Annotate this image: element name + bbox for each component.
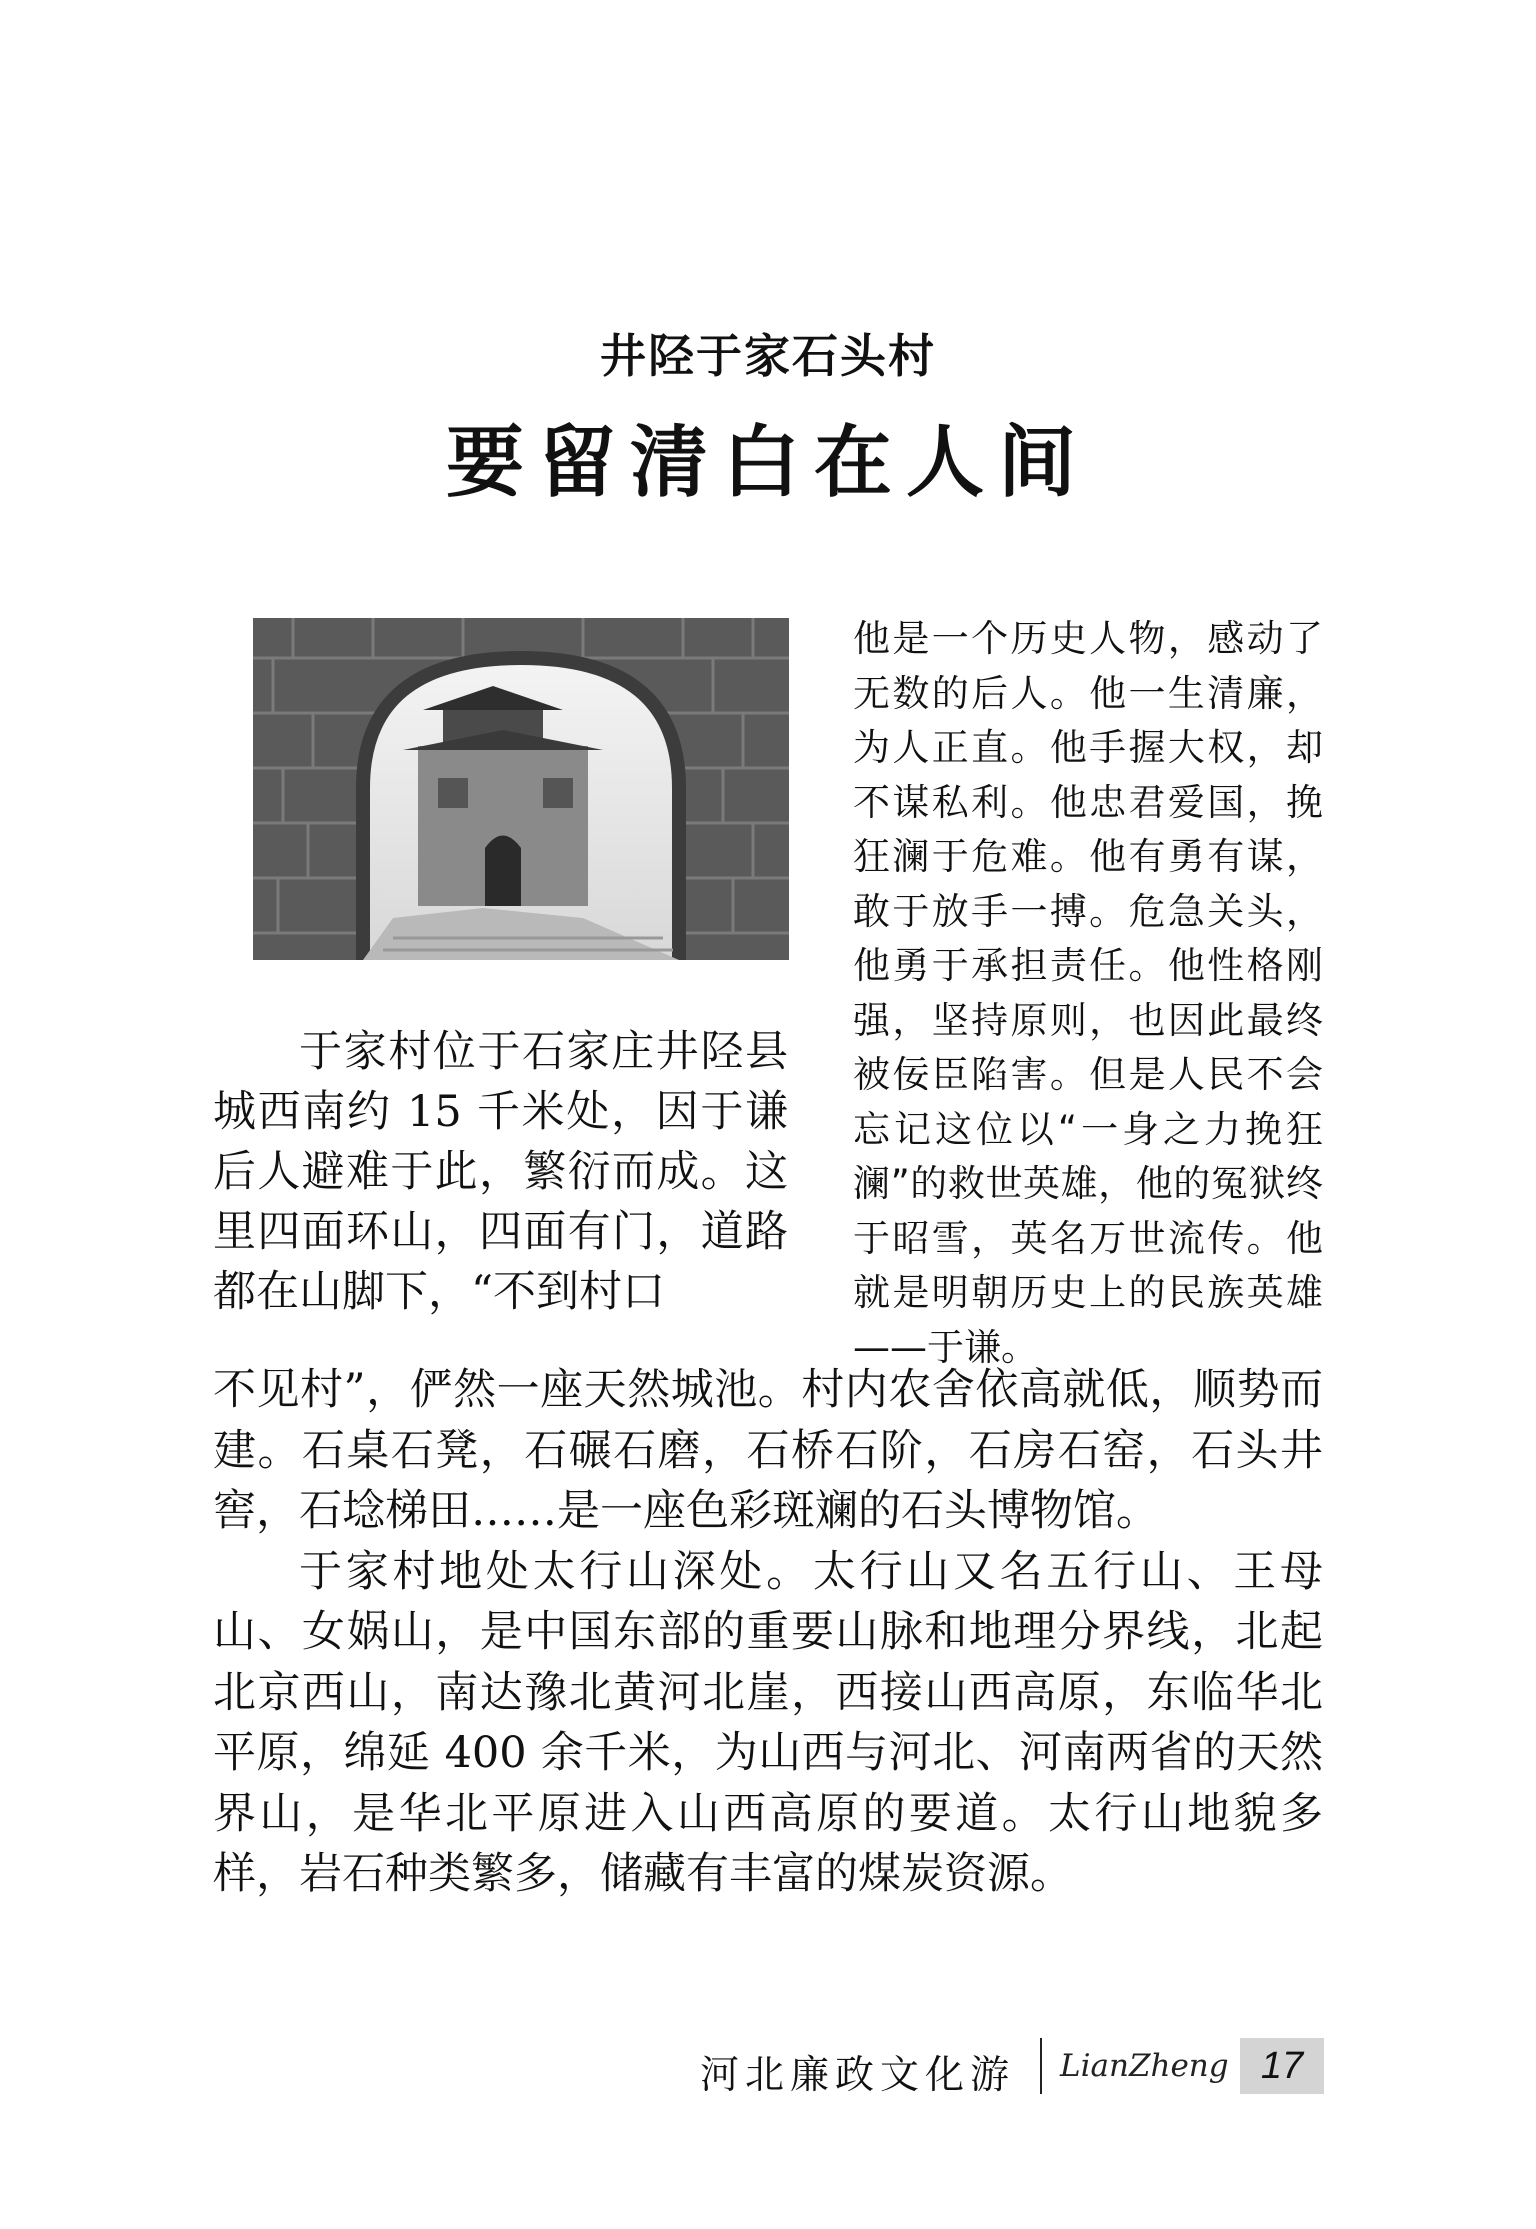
body-paragraph-1-continued: 不见村”，俨然一座天然城池。村内农舍依高就低，顺势而建。石桌石凳，石碾石磨，石桥石阶，石房石窑，石头井窖，石埝梯田……是一座色彩斑斓的石头博物馆。 (213, 1365, 1323, 1536)
footer-brand-logo: LianZheng (1060, 2048, 1229, 2084)
body-paragraph-2: 于家村地处太行山深处。太行山又名五行山、王母山、女娲山，是中国东部的重要山脉和地理分界线，北起北京西山，南达豫北黄河北崖，西接山西高原，东临华北平原，绵延 400 余千米，为山西与河北、河南两省的天然界山，是华北平原进入山西高原的要道。太行山地貌多样，岩石种类繁多，储藏有丰富的煤炭资源。 (213, 1546, 1323, 1899)
page-number: 17 (1240, 2038, 1324, 2094)
village-gate-photo (253, 618, 789, 960)
lead-paragraph: 于家村位于石家庄井陉县城西南约 15 千米处，因于谦后人避难于此，繁衍而成。这里四面环山，四面有门，道路都在山脚下，“不到村口 (213, 1027, 788, 1317)
sidebar-intro-text: 他是一个历史人物，感动了无数的后人。他一生清廉，为人正直。他手握大权，却不谋私利。他忠君爱国，挽狂澜于危难。他有勇有谋，敢于放手一搏。危急关头，他勇于承担责任。他性格刚强，坚持原则，也因此最终被佞臣陷害。但是人民不会忘记这位以“一身之力挽狂澜”的救世英雄，他的冤狱终于昭雪，英名万世流传。他就是明朝历史上的民族英雄——于谦。 (853, 617, 1323, 1369)
footer-book-title: 河北廉政文化游 (700, 2053, 1016, 2098)
footer-divider (1040, 2038, 1042, 2094)
page-footer (700, 2038, 1324, 2098)
article-kicker: 井陉于家石头村 (600, 329, 936, 383)
article-body (213, 1360, 1323, 1905)
article-headline: 要留清白在人间 (445, 418, 1090, 508)
